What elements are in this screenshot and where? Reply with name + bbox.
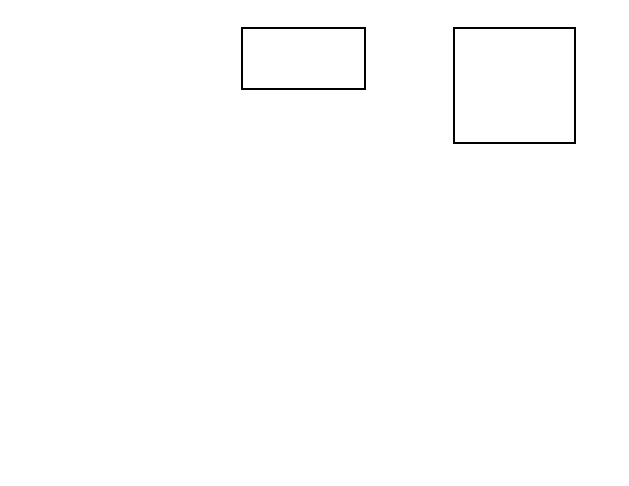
- hodograph: [453, 27, 576, 144]
- legend-box: [241, 27, 366, 90]
